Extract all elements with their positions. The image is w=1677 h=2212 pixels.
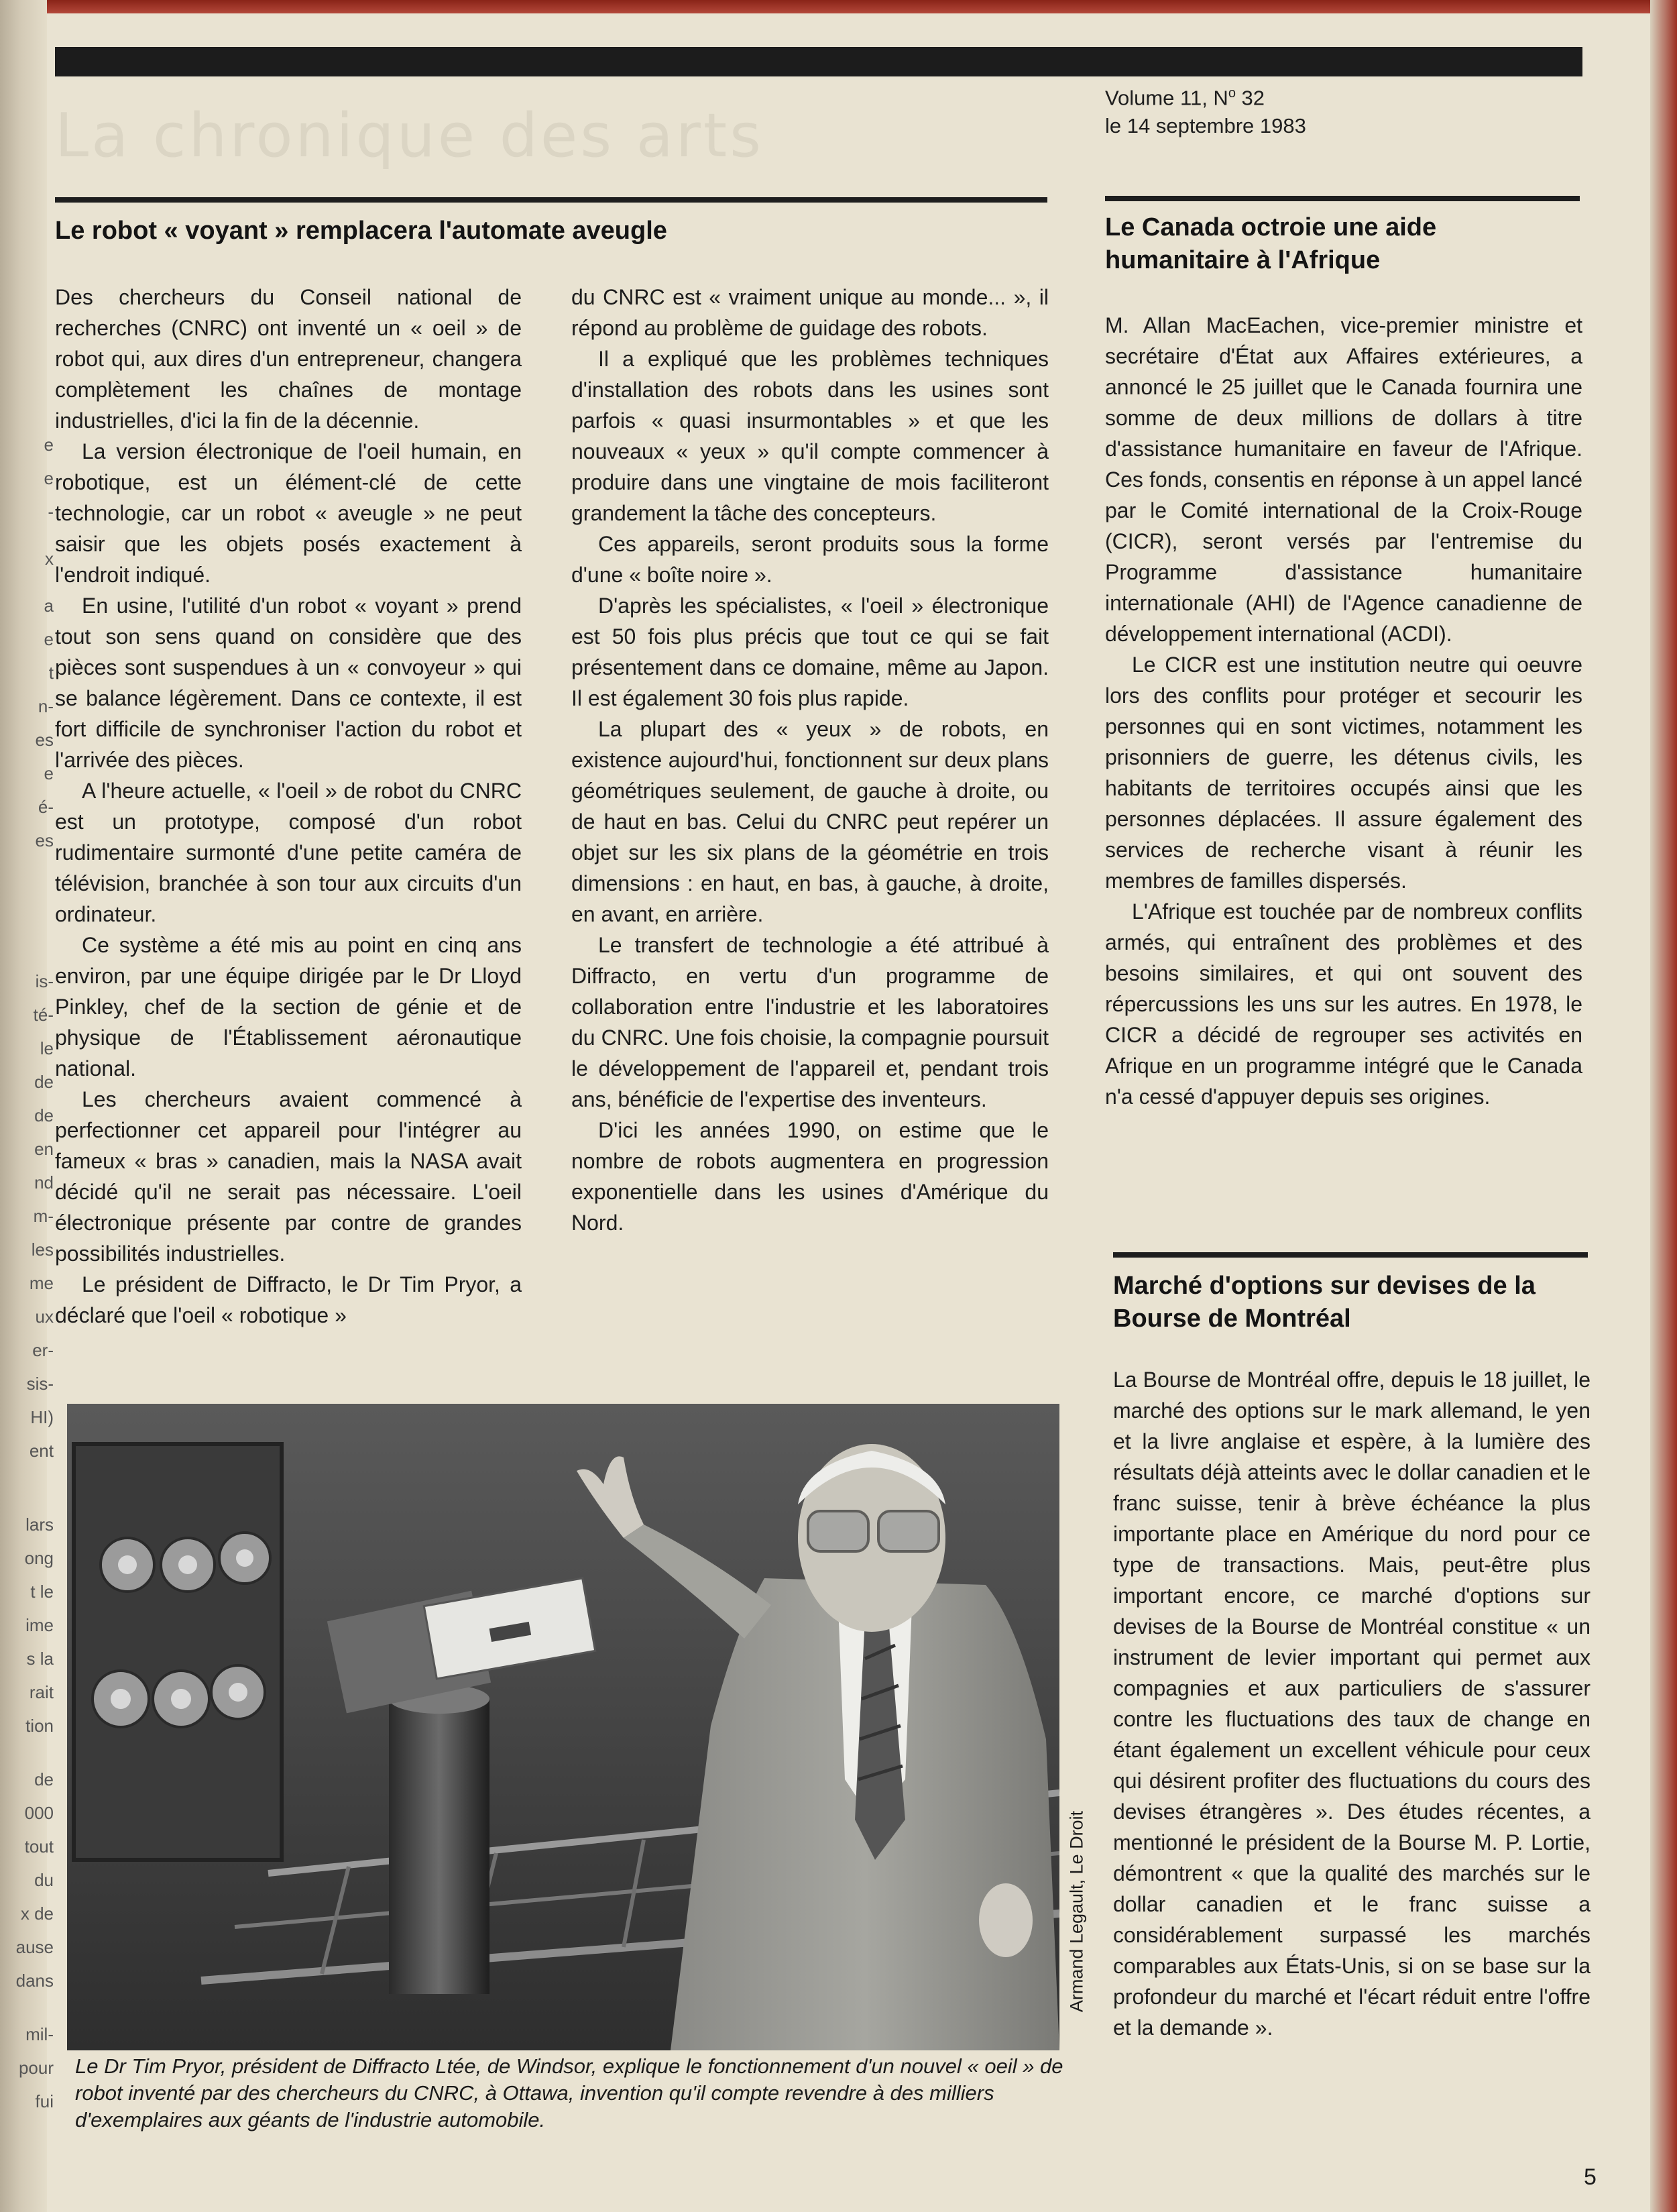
article1-paragraph: Les chercheurs avaient commencé à perfectionner cet appareil pour l'intégrer au fameux « bras » canadien, mais la NASA avait décidé qu'il ne serait pas nécessaire. L'oeil électronique présente par contre de grandes possibilités industrielles. xyxy=(55,1087,522,1266)
margin-fragment: sis- xyxy=(26,1374,54,1394)
article1-paragraph: Il a expliqué que les problèmes techniques d'installation des robots dans les usines sont parfois « quasi insurmontables » et que les nouveaux « yeux » qu'il compte commencer à produire dans une vingtaine de mois faciliteront grandement la tâche des concepteurs. xyxy=(571,347,1049,525)
issue-date: le 14 septembre 1983 xyxy=(1105,114,1306,138)
margin-fragment: e xyxy=(44,435,54,455)
article1-paragraph: Ces appareils, seront produits sous la forme d'une « boîte noire ». xyxy=(571,532,1049,587)
margin-fragment: es xyxy=(35,730,54,750)
margin-fragment: lars xyxy=(25,1514,54,1535)
margin-fragment: t xyxy=(48,663,54,683)
show-through-title: La chronique des arts xyxy=(55,101,764,171)
article1-top-rule xyxy=(55,197,1047,203)
article1-paragraph: La version électronique de l'oeil humain, en robotique, est un élément-clé de cette technologie, car un robot « aveugle » ne peut saisir que les objets posés exactement à l'endroit indiqué. xyxy=(55,439,522,587)
margin-fragment: mil- xyxy=(25,2024,54,2044)
article1-paragraph: Le président de Diffracto, le Dr Tim Pryor, a déclaré que l'oeil « robotique » xyxy=(55,1272,522,1327)
photo-caption: Le Dr Tim Pryor, président de Diffracto Ltée, de Windsor, explique le fonctionnement d'un nouvel « oeil » de robot inventé par des chercheurs du CNRC, à Ottawa, invention qu'il compte revendre à des milliers d'exemplaires aux géants de l'industrie automobile. xyxy=(75,2054,1063,2132)
margin-fragment: tout xyxy=(24,1836,54,1857)
article1-paragraph: du CNRC est « vraiment unique au monde... », il répond au problème de guidage des robots. xyxy=(571,285,1049,340)
margin-fragment: nd xyxy=(34,1172,54,1193)
margin-fragment: x de xyxy=(20,1903,54,1924)
margin-fragment: de xyxy=(34,1072,54,1092)
margin-fragment: en xyxy=(34,1139,54,1159)
margin-fragment: s la xyxy=(26,1649,54,1669)
article1-column-1 xyxy=(55,282,522,1331)
volume-number: Volume 11, $N^o$ 32 xyxy=(1105,86,1265,110)
article3-top-rule xyxy=(1113,1252,1588,1258)
article3-body xyxy=(1113,1364,1591,2043)
margin-fragment: dans xyxy=(15,1971,54,1991)
margin-fragment: té- xyxy=(33,1005,54,1025)
robot-photo xyxy=(67,1404,1059,2050)
article1-paragraph: D'ici les années 1990, on estime que le nombre de robots augmentera en progression exponentielle dans les usines d'Amérique du Nord. xyxy=(571,1118,1049,1235)
margin-fragment: e xyxy=(44,468,54,488)
article2-headline: Le Canada octroie une aide humanitaire à l'Afrique xyxy=(1105,213,1437,274)
page-number: 5 xyxy=(1584,2164,1597,2190)
issue-info xyxy=(1105,79,1306,140)
margin-fragment: rait xyxy=(29,1682,54,1702)
margin-fragment: ent xyxy=(29,1441,54,1461)
article2-paragraph: M. Allan MacEachen, vice-premier ministre et secrétaire d'État aux Affaires extérieures, a annoncé le 25 juillet que le Canada fournira une somme de deux millions de dollars à titre d'assistance humanitaire en faveur de l'Afrique. Ces fonds, consentis en réponse à un appel lancé par le Comité international de la Croix-Rouge (CICR), seront versés par l'entremise du Programme d'assistance humanitaire internationale (AHI) de l'Agence canadienne de développement international (ACDI). xyxy=(1105,313,1582,646)
article1-paragraph: Ce système a été mis au point en cinq ans environ, par une équipe dirigée par le Dr Lloyd Pinkley, chef de la section de génie et de physique de l'Établissement aéronautique national. xyxy=(55,933,522,1081)
previous-page-margin xyxy=(0,335,56,2111)
margin-fragment: is- xyxy=(35,971,54,991)
article2-paragraph: L'Afrique est touchée par de nombreux conflits armés, qui entraînent des problèmes et des besoins similaires, et qui ont souvent des répercussions les uns sur les autres. En 1978, le CICR a décidé de regrouper ses activités en Afrique en un programme intégré que le Canada n'a cessé d'appuyer depuis ses origines. xyxy=(1105,899,1582,1109)
margin-fragment: m- xyxy=(33,1206,54,1226)
article3-headline: Marché d'options sur devises de la Bourse de Montréal xyxy=(1113,1272,1536,1333)
margin-fragment: e xyxy=(44,629,54,649)
margin-fragment: ong xyxy=(24,1548,54,1568)
article1-paragraph: La plupart des « yeux » de robots, en existence aujourd'hui, fonctionnent sur deux plans géométriques seulement, de gauche à droite, ou de haut en bas. Celui du CNRC peut repérer un objet sur les six plans de la géométrie en trois dimensions : en haut, en bas, à gauche, à droite, en avant, en arrière. xyxy=(571,717,1049,926)
margin-fragment: le xyxy=(40,1038,54,1058)
article2-paragraph: Le CICR est une institution neutre qui oeuvre lors des conflits pour protéger et secourir les personnes qui en sont victimes, notamment les prisonniers de guerre, les détenus civils, les habitants de territoires occupés ainsi que les personnes déplacées. Il assure également des services de recherche visant à réunir les membres de familles dispersés. xyxy=(1105,653,1582,893)
article2-body xyxy=(1105,310,1582,1112)
margin-fragment: pour xyxy=(18,2058,54,2078)
margin-fragment: 000 xyxy=(24,1803,54,1823)
margin-fragment: é- xyxy=(38,797,54,817)
article2-top-rule xyxy=(1105,196,1580,201)
margin-fragment: ux xyxy=(35,1307,54,1327)
margin-fragment: HI) xyxy=(30,1407,54,1427)
margin-fragment: n- xyxy=(38,696,54,716)
article1-headline: Le robot « voyant » remplacera l'automate aveugle xyxy=(55,217,667,245)
margin-fragment: e xyxy=(44,763,54,783)
article1-paragraph: Des chercheurs du Conseil national de recherches (CNRC) ont inventé un « oeil » de robot qui, aux dires d'un entrepreneur, changera complètement les chaînes de montage industrielles, d'ici la fin de la décennie. xyxy=(55,285,522,433)
article3-paragraph: La Bourse de Montréal offre, depuis le 18 juillet, le marché des options sur le mark allemand, le yen et la livre anglaise et espère, à la lumière des résultats déjà atteints avec le dollar canadien et le franc suisse, tenir à brève échéance la plus importante place en Amérique du nord pour ce type de transactions. Mais, peut-être plus important encore, ce marché d'options sur devises de la Bourse de Montréal constitue « un instrument de levier important qui permet aux compagnies et aux particuliers de s'assurer contre les fluctuations des taux de change en étant également un excellent véhicule pour ceux qui désirent profiter des fluctuations du cours des devises étrangères ». Des études récentes, a mentionné le président de la Bourse M. P. Lortie, démontrent « que la qualité des marchés sur le dollar canadien et le franc suisse a considérablement surpassé les marchés comparables aux États-Unis, si on se base sur la profondeur du marché et l'écart réduit entre l'offre et la demande ». xyxy=(1113,1368,1591,2040)
margin-fragment: tion xyxy=(25,1716,54,1736)
margin-fragment: - xyxy=(48,502,54,522)
header-bar xyxy=(55,47,1582,76)
binder-right-edge xyxy=(1650,0,1677,2212)
margin-fragment: de xyxy=(34,1105,54,1125)
article1-paragraph: En usine, l'utilité d'un robot « voyant » prend tout son sens quand on considère que des pièces sont suspendues à un « convoyeur » qui se balance légèrement. Dans ce contexte, il est fort difficile de synchroniser l'action du robot et l'arrivée des pièces. xyxy=(55,594,522,772)
margin-fragment: ause xyxy=(15,1937,54,1957)
margin-fragment: x xyxy=(45,549,54,569)
margin-fragment: t le xyxy=(30,1582,54,1602)
article1-paragraph: A l'heure actuelle, « l'oeil » de robot du CNRC est un prototype, composé d'un robot rudimentaire surmonté d'une petite caméra de télévision, branchée à son tour aux circuits d'un ordinateur. xyxy=(55,779,522,926)
margin-fragment: du xyxy=(34,1870,54,1890)
article1-column-2 xyxy=(571,282,1049,1238)
margin-fragment: les xyxy=(31,1239,54,1260)
margin-fragment: es xyxy=(35,830,54,850)
article1-paragraph: D'après les spécialistes, « l'oeil » électronique est 50 fois plus précis que tout ce qui se fait présentement dans ce domaine, même au Japon. Il est également 30 fois plus rapide. xyxy=(571,594,1049,710)
margin-fragment: ime xyxy=(25,1615,54,1635)
binder-top-edge xyxy=(0,0,1677,13)
margin-fragment: fui xyxy=(35,2091,54,2111)
margin-fragment: me xyxy=(29,1273,54,1293)
article1-paragraph: Le transfert de technologie a été attribué à Diffracto, en vertu d'un programme de collaboration entre l'industrie et les laboratoires du CNRC. Une fois choisie, la compagnie poursuit le développement de l'appareil et, pendant trois ans, bénéficie de l'expertise des inventeurs. xyxy=(571,933,1049,1111)
margin-fragment: a xyxy=(44,596,54,616)
margin-fragment: de xyxy=(34,1769,54,1789)
photo-credit: Armand Legault, Le Droit xyxy=(1066,1810,1087,2013)
margin-fragment: er- xyxy=(32,1340,54,1360)
